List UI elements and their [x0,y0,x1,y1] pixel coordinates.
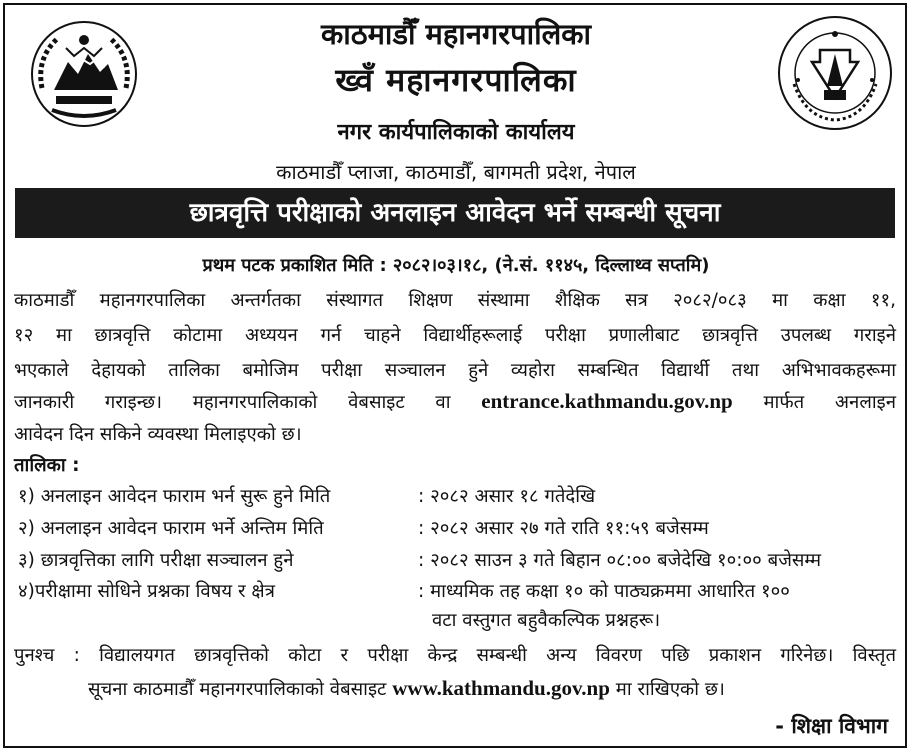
schedule-value-2: : २०८२ असार २७ गते राति ११:५९ बजेसम्म [418,518,709,539]
schedule-value-4-cont: वटा वस्तुगत बहुवैकल्पिक प्रश्नहरू। [432,610,661,631]
schedule-value-3: : २०८२ साउन ३ गते बिहान ०८:०० बजेदेखि १०:०० बजेसम्म [418,550,822,571]
schedule-value-4: : माध्यमिक तह कक्षा १० को पाठ्यक्रममा आधारित १०० [418,581,790,602]
body-line-3: भएकाले देहायको तालिका बमोजिम परीक्षा सञ्चालन हुने व्यहोरा सम्बन्धित विद्यार्थी तथा अभिभावकहरूमा [14,360,896,381]
kmc-seal-icon [776,14,894,132]
office-address: काठमाडौँ प्लाजा, काठमाडौँ, बागमती प्रदेश, नेपाल [276,160,636,184]
body-line-2: १२ मा छात्रवृत्ति कोटामा अध्ययन गर्न चाहने विद्यार्थीहरूलाई परीक्षा प्रणालीबाट छात्रवृत्ति उपलब्ध गराइने [14,325,896,346]
website-url-link[interactable]: www.kathmandu.gov.np [392,676,610,700]
entrance-url-link[interactable]: entrance.kathmandu.gov.np [481,389,733,413]
body-line-4-suffix: मार्फत अनलाइन [732,392,897,413]
body-line-5: आवेदन दिन सकिने व्यवस्था मिलाइएको छ। [14,424,302,445]
body-line-4-prefix: जानकारी गराइन्छ। महानगरपालिकाको वेबसाइट वा [14,392,482,413]
notice-title-banner: छात्रवृत्ति परीक्षाको अनलाइन आवेदन भर्ने सम्बन्धी सूचना [15,188,895,238]
office-name: नगर कार्यपालिकाको कार्यालय [337,120,575,145]
schedule-label-3: ३) छात्रवृत्तिका लागि परीक्षा सञ्चालन हुने [18,550,294,571]
postscript-line-2-prefix: सूचना काठमाडौँ महानगरपालिकाको वेबसाइट [88,679,393,700]
schedule-label-1: १) अनलाइन आवेदन फाराम भर्न सुरू हुने मिति [18,486,331,507]
postscript-line-1: पुनश्च : विद्यालयगत छात्रवृत्तिको कोटा र परीक्षा केन्द्र सम्बन्धी अन्य विवरण पछि प्रकाशन गरिनेछ। विस्तृत [14,645,896,666]
signature-education-department: - शिक्षा विभाग [775,714,888,738]
municipality-name-newari: ख्वँ महानगरपालिका [335,61,577,99]
publish-date: प्रथम पटक प्रकाशित मिति : २०८२।०३।१८, (ने.सं. ११४५, दिल्लाथ्व सप्तमि) [202,255,710,276]
schedule-label-4: ४)परीक्षामा सोधिने प्रश्नका विषय र क्षेत्र [18,581,275,602]
nepal-emblem-icon [28,18,140,130]
municipality-name: काठमाडौँ महानगरपालिका [320,17,592,51]
postscript-line-2 [88,676,725,701]
postscript-line-2-suffix: मा राखिएको छ। [609,679,725,700]
body-line-4 [14,389,896,414]
schedule-value-1: : २०८२ असार १८ गतेदेखि [418,486,596,507]
body-line-1: काठमाडौँ महानगरपालिका अन्तर्गतका संस्थागत शिक्षण संस्थामा शैक्षिक सत्र २०८२/०८३ मा कक्षा ११, [14,290,896,311]
schedule-heading: तालिका : [14,455,80,476]
schedule-label-2: २) अनलाइन आवेदन फाराम भर्ने अन्तिम मिति [18,518,324,539]
